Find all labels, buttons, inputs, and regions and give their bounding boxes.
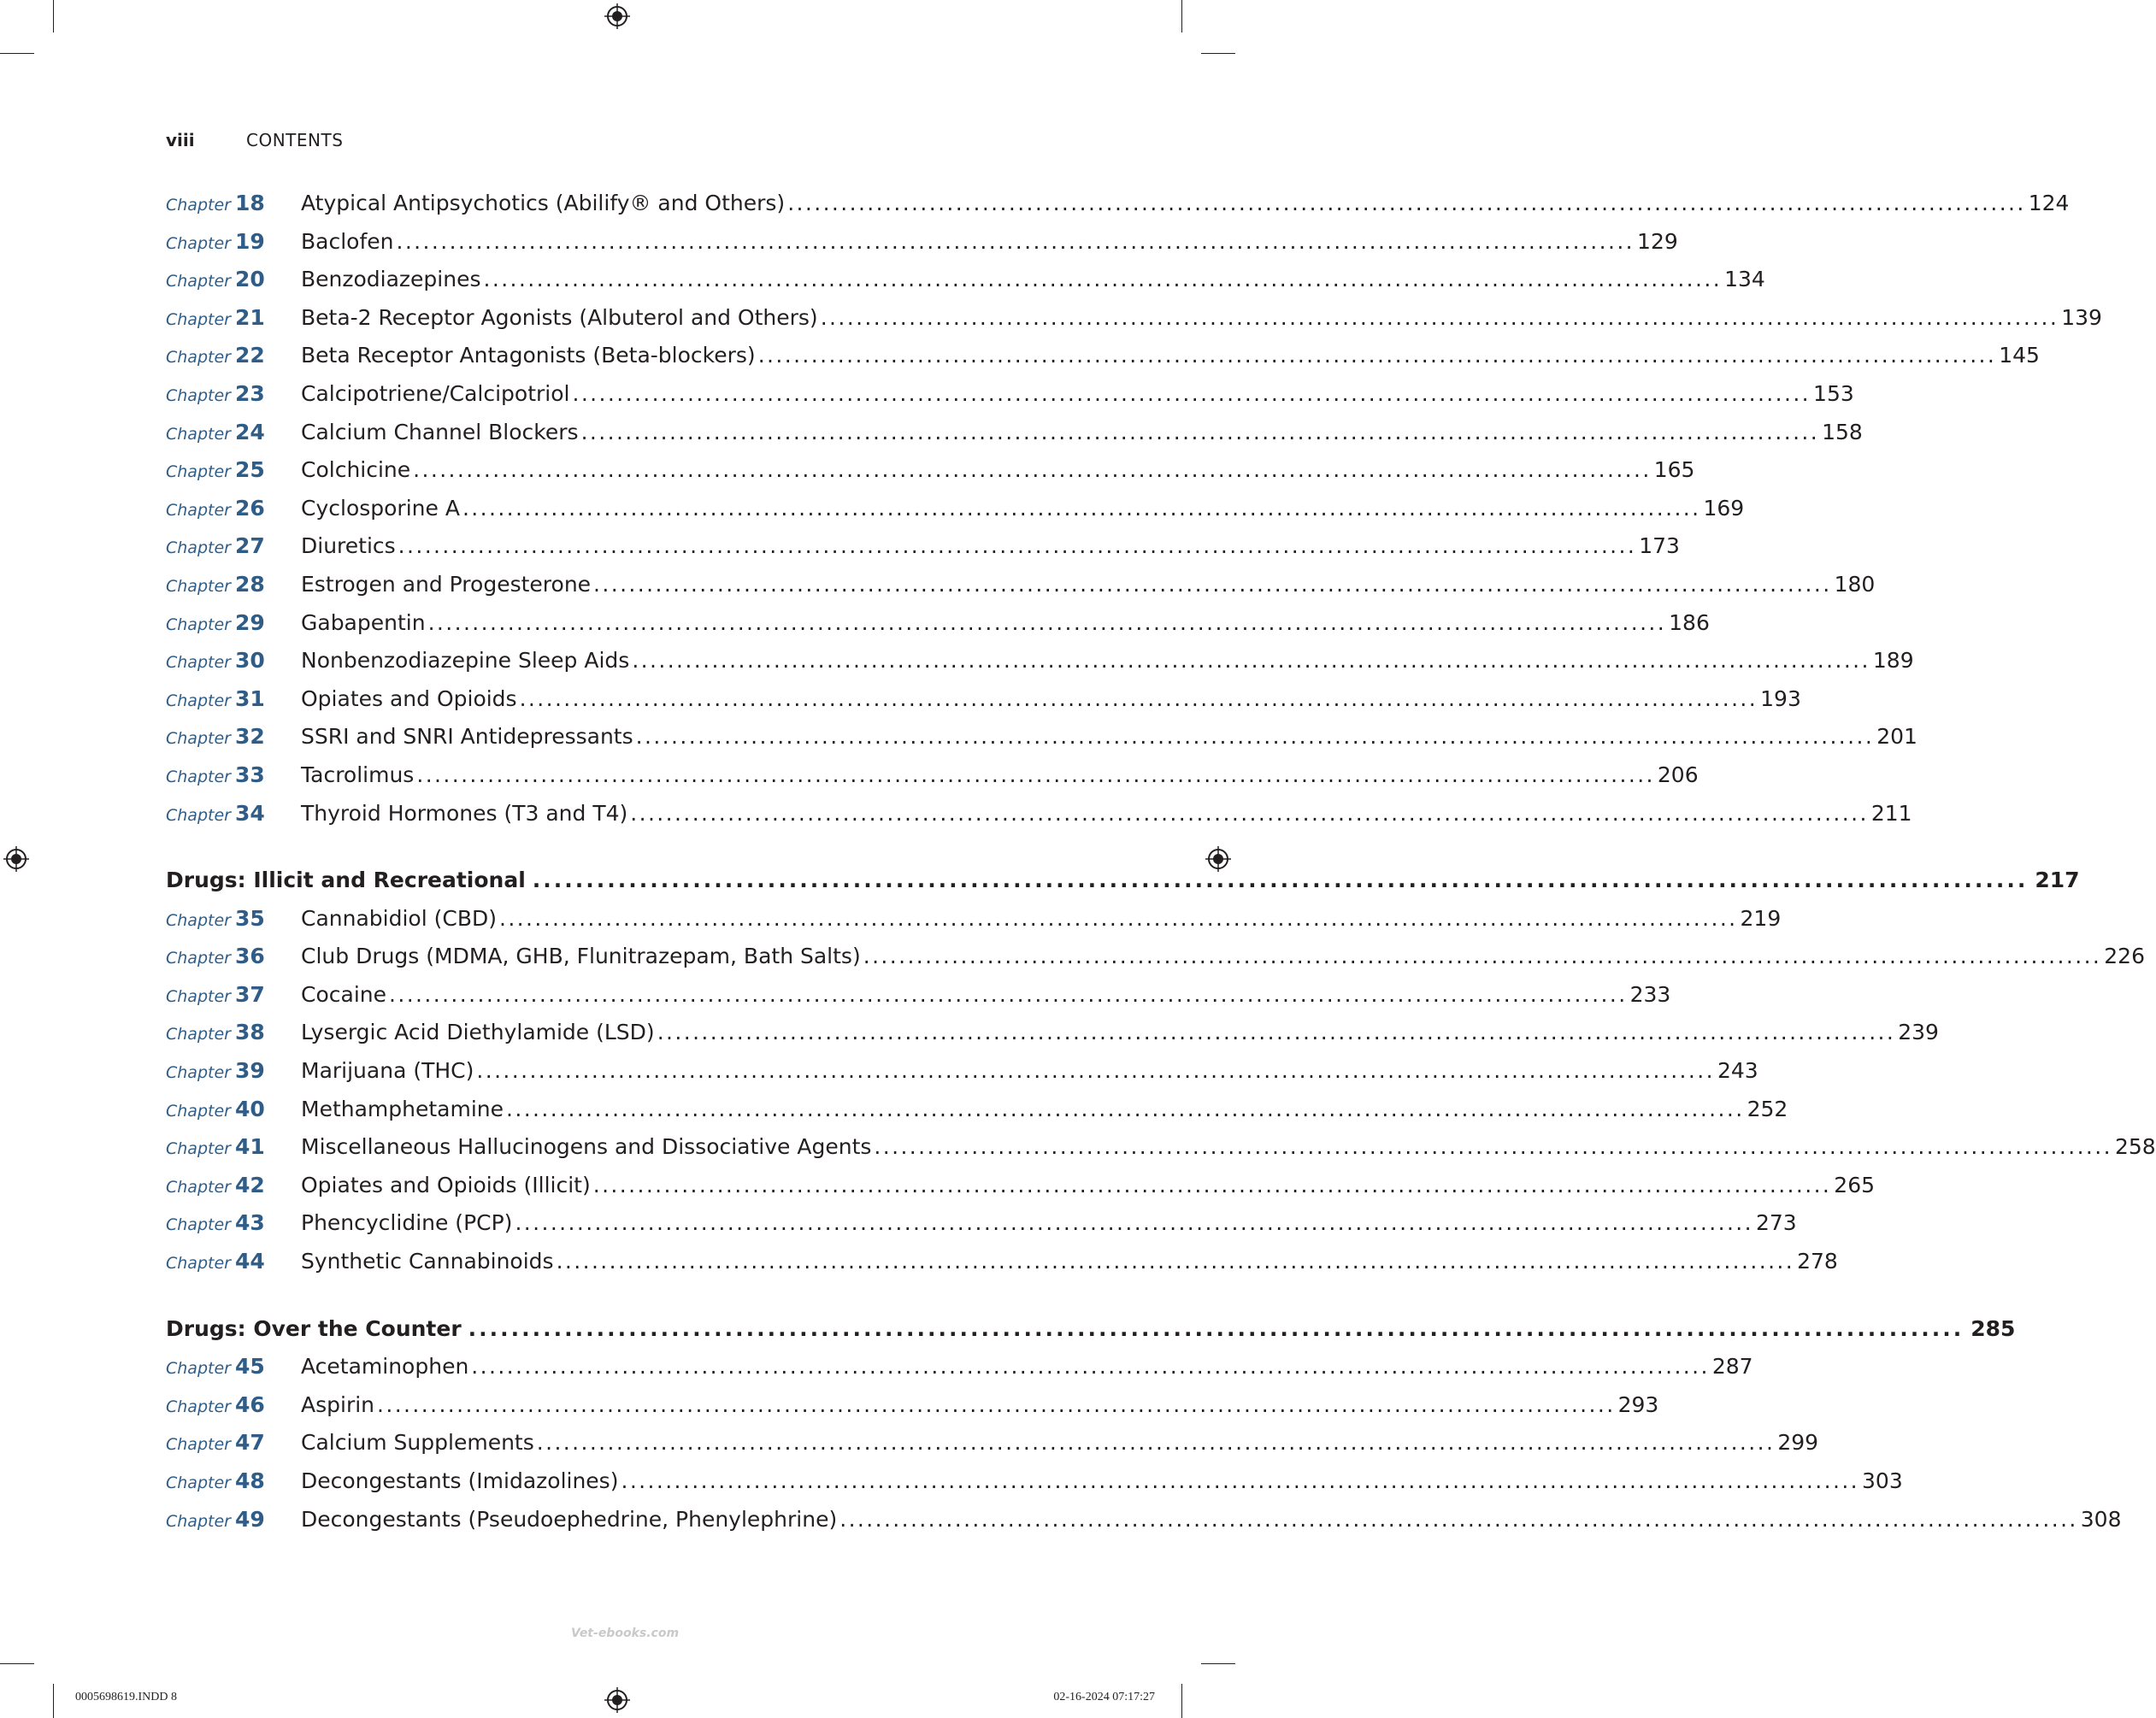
page-number: 219 (1740, 905, 1782, 931)
chapter-word: Chapter (166, 767, 231, 786)
dot-leader: ............................................................................................................................................ (632, 648, 1870, 674)
chapter-number: 30 (234, 648, 265, 674)
chapter-label (166, 496, 301, 521)
chapter-number: 36 (234, 944, 265, 969)
chapter-number: 32 (234, 724, 265, 750)
chapter-word: Chapter (166, 196, 231, 215)
toc-entry[interactable] (166, 1468, 1903, 1507)
chapter-number: 31 (234, 685, 265, 711)
dot-leader: ............................................................................................................................................ (377, 1391, 1616, 1417)
toc-entry[interactable] (166, 981, 1671, 1021)
page-number: 211 (1870, 800, 1912, 826)
chapter-title: Miscellaneous Hallucinogens and Dissociative Agents (301, 1134, 872, 1160)
chapter-label (166, 1354, 301, 1379)
page-number: 243 (1717, 1058, 1758, 1084)
dot-leader: ............................................................................................................................................ (471, 1354, 1710, 1380)
section-page-number: 285 (1970, 1315, 2016, 1341)
chapter-title: Nonbenzodiazepine Sleep Aids (301, 648, 630, 674)
chapter-title: Cocaine (301, 981, 386, 1007)
page-number: 299 (1777, 1430, 1819, 1456)
section-heading-row[interactable] (166, 1315, 2016, 1355)
chapter-label (166, 1430, 301, 1455)
dot-leader: ............................................................................................................................................ (592, 1172, 1832, 1197)
chapter-title: Beta-2 Receptor Agonists (Albuterol and Others) (301, 304, 818, 330)
chapter-title: Calcipotriene/Calcipotriol (301, 380, 570, 406)
dot-leader: ............................................................................................................................................ (621, 1468, 1860, 1493)
section-title: Drugs: Illicit and Recreational (166, 868, 526, 893)
page-number: 206 (1657, 762, 1699, 787)
chapter-label (166, 944, 301, 968)
chapter-title: Tacrolimus (301, 762, 415, 787)
chapter-number: 42 (234, 1172, 265, 1197)
chapter-word: Chapter (166, 691, 231, 710)
chapter-number: 43 (234, 1210, 265, 1236)
page-number: 226 (2104, 944, 2145, 969)
dot-leader: ............................................................................................................................................ (787, 191, 2026, 215)
chapter-title: Marijuana (THC) (301, 1058, 474, 1084)
chapter-number: 46 (234, 1391, 265, 1417)
chapter-title: Calcium Supplements (301, 1430, 534, 1456)
chapter-title: Acetaminophen (301, 1354, 469, 1380)
dot-leader: ............................................................................................................................................ (635, 724, 1875, 750)
chapter-number: 29 (234, 609, 265, 635)
slug-timestamp: 02-16-2024 07:17:27 (1053, 1691, 1155, 1703)
toc-entry[interactable] (166, 533, 1680, 572)
dot-leader: ............................................................................................................................................ (515, 1210, 1753, 1236)
toc-entry[interactable] (166, 457, 1695, 496)
page-number: 201 (1876, 724, 1917, 750)
crop-mark (0, 53, 34, 54)
chapter-number: 33 (234, 762, 265, 787)
chapter-title: Estrogen and Progesterone (301, 571, 592, 597)
chapter-number: 37 (234, 981, 265, 1007)
toc-entry[interactable] (166, 762, 1699, 801)
page-number: 278 (1797, 1249, 1838, 1274)
dot-leader: ............................................................................................................................................ (427, 609, 1667, 635)
chapter-word: Chapter (166, 1359, 231, 1379)
dot-leader: ............................................................................................................................................ (820, 304, 2059, 330)
dot-leader: ............................................................................................................................................ (506, 1096, 1745, 1121)
dot-leader: ............................................................................................................................................ (398, 533, 1637, 559)
toc-entry[interactable] (166, 1134, 2156, 1173)
chapter-number: 38 (234, 1020, 265, 1045)
dot-leader: ............................................................................................................................................ (572, 380, 1811, 406)
chapter-title: Opiates and Opioids (Illicit) (301, 1172, 591, 1197)
chapter-number: 39 (234, 1058, 265, 1084)
chapter-number: 27 (234, 533, 265, 559)
chapter-title: Cyclosporine A (301, 495, 460, 521)
chapter-word: Chapter (166, 910, 231, 930)
chapter-title: Colchicine (301, 457, 411, 483)
chapter-number: 34 (234, 800, 265, 826)
chapter-title: Decongestants (Pseudoephedrine, Phenylephrine) (301, 1506, 838, 1532)
toc-entry[interactable] (166, 648, 1914, 686)
crop-mark (1181, 1684, 1182, 1718)
chapter-word: Chapter (166, 1254, 231, 1274)
chapter-label (166, 724, 301, 749)
chapter-label (166, 1249, 301, 1274)
dot-leader: ............................................................................................................................................ (389, 981, 1628, 1007)
chapter-word: Chapter (166, 1435, 231, 1455)
chapter-label (166, 420, 301, 444)
page-number: 308 (2080, 1506, 2122, 1532)
chapter-label (166, 191, 301, 215)
page-number: 145 (1999, 343, 2040, 368)
chapter-label (166, 572, 301, 597)
page-number: 169 (1703, 495, 1745, 521)
toc-entry[interactable] (166, 1430, 1819, 1468)
page-number: 158 (1822, 419, 1863, 444)
page-number: 293 (1617, 1391, 1659, 1417)
page-number: 193 (1760, 685, 1801, 711)
chapter-title: Lysergic Acid Diethylamide (LSD) (301, 1020, 655, 1045)
chapter-label (166, 648, 301, 673)
chapter-word: Chapter (166, 1474, 231, 1492)
page-number: 258 (2114, 1134, 2156, 1160)
toc-entry[interactable] (166, 1354, 1753, 1392)
chapter-title: Aspirin (301, 1391, 375, 1417)
toc-entry[interactable] (166, 267, 1765, 305)
page-number: 287 (1711, 1354, 1753, 1380)
dot-leader: ............................................................................................................................................ (396, 228, 1635, 254)
chapter-label (166, 1058, 301, 1083)
chapter-label (166, 1392, 301, 1417)
dot-leader: ............................................................................................................................................ (657, 1020, 1896, 1045)
dot-leader: ............................................................................................................................................ (416, 762, 1655, 787)
chapter-label (166, 343, 301, 368)
crop-mark (1201, 53, 1235, 54)
page-number: 139 (2061, 304, 2102, 330)
crop-mark (53, 0, 54, 32)
section-heading-row[interactable] (166, 868, 2080, 906)
chapter-label (166, 762, 301, 787)
chapter-number: 47 (234, 1430, 265, 1456)
chapter-word: Chapter (166, 462, 231, 482)
chapter-label (166, 457, 301, 482)
chapter-word: Chapter (166, 272, 231, 291)
chapter-word: Chapter (166, 1025, 231, 1044)
chapter-label (166, 906, 301, 931)
page-number: 189 (1872, 648, 1914, 674)
chapter-label (166, 229, 301, 254)
chapter-number: 45 (234, 1354, 265, 1380)
registration-mark-icon (604, 3, 630, 29)
chapter-word: Chapter (166, 1511, 231, 1531)
dot-leader: ............................................................................................................................................ (476, 1058, 1715, 1084)
chapter-label (166, 1173, 301, 1197)
page-number: 233 (1629, 981, 1671, 1007)
chapter-title: Atypical Antipsychotics (Abilify® and Others) (301, 191, 786, 215)
chapter-title: Methamphetamine (301, 1096, 504, 1121)
chapter-number: 21 (234, 304, 265, 330)
section-page-number: 217 (2035, 868, 2080, 893)
dot-leader: ............................................................................................................................................ (757, 343, 1997, 368)
chapter-number: 49 (234, 1506, 265, 1532)
toc-entry[interactable] (166, 1391, 1659, 1431)
chapter-word: Chapter (166, 949, 231, 968)
chapter-label (166, 1468, 301, 1493)
toc-entry[interactable] (166, 419, 1863, 458)
chapter-label (166, 801, 301, 826)
chapter-word: Chapter (166, 1215, 231, 1235)
page-number: 180 (1834, 571, 1876, 597)
chapter-title: SSRI and SNRI Antidepressants (301, 724, 633, 750)
chapter-number: 23 (234, 380, 265, 406)
dot-leader: ............................................................................................................................................ (556, 1249, 1795, 1274)
chapter-word: Chapter (166, 424, 231, 444)
chapter-word: Chapter (166, 1101, 231, 1121)
chapter-label (166, 533, 301, 558)
chapter-number: 40 (234, 1096, 265, 1121)
page-number: 129 (1637, 228, 1678, 254)
toc-entry[interactable] (166, 1210, 1797, 1249)
chapter-word: Chapter (166, 1177, 231, 1197)
toc-entry[interactable] (166, 685, 1801, 725)
dot-leader: ............................................................................................................................................ (593, 571, 1832, 597)
toc-entry[interactable] (166, 1058, 1758, 1097)
dot-leader: ............................................................................................................................................ (483, 267, 1723, 292)
dot-leader: ............................................................................................................................................ (863, 944, 2102, 969)
chapter-word: Chapter (166, 1397, 231, 1416)
chapter-number: 35 (234, 905, 265, 931)
chapter-word: Chapter (166, 729, 231, 749)
toc-entry[interactable] (166, 380, 1854, 420)
chapter-label (166, 610, 301, 635)
chapter-word: Chapter (166, 1063, 231, 1083)
toc-entry[interactable] (166, 1172, 1876, 1211)
chapter-word: Chapter (166, 986, 231, 1006)
chapter-number: 41 (234, 1134, 265, 1160)
dot-leader: ............................................................................................................................................ (580, 419, 1820, 444)
chapter-label (166, 686, 301, 711)
chapter-title: Gabapentin (301, 609, 426, 635)
page-number: 186 (1669, 609, 1710, 635)
toc-entry[interactable] (166, 800, 1912, 839)
dot-leader: ............................................................................................................................................ (468, 1315, 1965, 1341)
toc-entry[interactable] (166, 495, 1745, 534)
toc-entry[interactable] (166, 905, 1782, 944)
page-number: 165 (1653, 457, 1695, 483)
toc-entry[interactable] (166, 191, 2070, 229)
chapter-number: 25 (234, 457, 265, 483)
chapter-title: Cannabidiol (CBD) (301, 905, 497, 931)
slug-file-name: 0005698619.INDD 8 (75, 1691, 177, 1703)
chapter-title: Benzodiazepines (301, 267, 481, 292)
chapter-number: 44 (234, 1249, 265, 1274)
crop-mark (0, 1663, 34, 1664)
section-title: Drugs: Over the Counter (166, 1315, 462, 1341)
chapter-number: 19 (234, 228, 265, 254)
toc-entry[interactable] (166, 1249, 1838, 1287)
chapter-word: Chapter (166, 348, 231, 368)
chapter-word: Chapter (166, 805, 231, 825)
chapter-title: Phencyclidine (PCP) (301, 1210, 513, 1236)
dot-leader: ............................................................................................................................................ (498, 905, 1738, 931)
page-number: 173 (1639, 533, 1680, 559)
toc-entry[interactable] (166, 724, 1917, 762)
chapter-word: Chapter (166, 500, 231, 520)
watermark-logo: Vet-ebooks.com (571, 1627, 680, 1640)
chapter-word: Chapter (166, 233, 231, 253)
chapter-title: Club Drugs (MDMA, GHB, Flunitrazepam, Bath Salts) (301, 944, 861, 969)
chapter-title: Calcium Channel Blockers (301, 419, 579, 444)
page-number: 303 (1862, 1468, 1903, 1493)
toc-entry[interactable] (166, 228, 1678, 268)
page-number: 124 (2028, 191, 2070, 215)
dot-leader: ............................................................................................................................................ (413, 457, 1652, 483)
page-number: 153 (1813, 380, 1854, 406)
page-number: 273 (1756, 1210, 1797, 1236)
chapter-label (166, 305, 301, 330)
chapter-label (166, 1134, 301, 1159)
chapter-number: 28 (234, 571, 265, 597)
registration-mark-icon (3, 846, 29, 872)
crop-mark (53, 1684, 54, 1718)
dot-leader: ............................................................................................................................................ (874, 1134, 2112, 1160)
page-number: 239 (1898, 1020, 1939, 1045)
chapter-word: Chapter (166, 309, 231, 329)
toc-entry[interactable] (166, 944, 2145, 982)
chapter-number: 48 (234, 1468, 265, 1493)
chapter-label (166, 1020, 301, 1044)
chapter-label (166, 267, 301, 291)
chapter-title: Opiates and Opioids (301, 685, 517, 711)
chapter-title: Thyroid Hormones (T3 and T4) (301, 800, 628, 826)
toc-entry[interactable] (166, 1096, 1788, 1135)
chapter-label (166, 982, 301, 1007)
registration-mark-icon (604, 1687, 630, 1713)
crop-mark (1201, 1663, 1235, 1664)
page-folio: viii (166, 130, 195, 150)
chapter-title: Diuretics (301, 533, 396, 559)
chapter-word: Chapter (166, 615, 231, 634)
dot-leader: ............................................................................................................................................ (536, 1430, 1776, 1456)
table-of-contents (166, 191, 2156, 1544)
toc-entry[interactable] (166, 343, 2040, 381)
dot-leader: ............................................................................................................................................ (462, 495, 1701, 521)
chapter-title: Baclofen (301, 228, 394, 254)
toc-entry[interactable] (166, 571, 1876, 610)
toc-entry[interactable] (166, 609, 1710, 649)
chapter-word: Chapter (166, 1139, 231, 1159)
chapter-number: 24 (234, 419, 265, 444)
chapter-label (166, 1210, 301, 1235)
chapter-word: Chapter (166, 538, 231, 558)
dot-leader: ............................................................................................................................................ (839, 1506, 2078, 1532)
crop-mark (1181, 0, 1182, 32)
chapter-title: Decongestants (Imidazolines) (301, 1468, 619, 1493)
dot-leader: ............................................................................................................................................ (532, 868, 2029, 893)
chapter-word: Chapter (166, 385, 231, 405)
toc-entry[interactable] (166, 1020, 1939, 1058)
chapter-label (166, 381, 301, 406)
chapter-number: 26 (234, 495, 265, 521)
chapter-word: Chapter (166, 653, 231, 673)
running-head (166, 130, 343, 150)
toc-entry[interactable] (166, 1506, 2122, 1545)
dot-leader: ............................................................................................................................................ (519, 685, 1758, 711)
page-number: 252 (1747, 1096, 1788, 1121)
chapter-title: Beta Receptor Antagonists (Beta-blockers) (301, 343, 756, 368)
running-head-title: CONTENTS (246, 130, 344, 150)
page-number: 265 (1834, 1172, 1876, 1197)
chapter-word: Chapter (166, 576, 231, 596)
page-number: 134 (1724, 267, 1765, 292)
chapter-number: 22 (234, 343, 265, 368)
chapter-label (166, 1507, 301, 1532)
chapter-number: 20 (234, 267, 265, 292)
chapter-number: 18 (234, 191, 265, 215)
chapter-title: Synthetic Cannabinoids (301, 1249, 554, 1274)
chapter-label (166, 1097, 301, 1121)
toc-entry[interactable] (166, 304, 2102, 344)
dot-leader: ............................................................................................................................................ (630, 800, 1869, 826)
